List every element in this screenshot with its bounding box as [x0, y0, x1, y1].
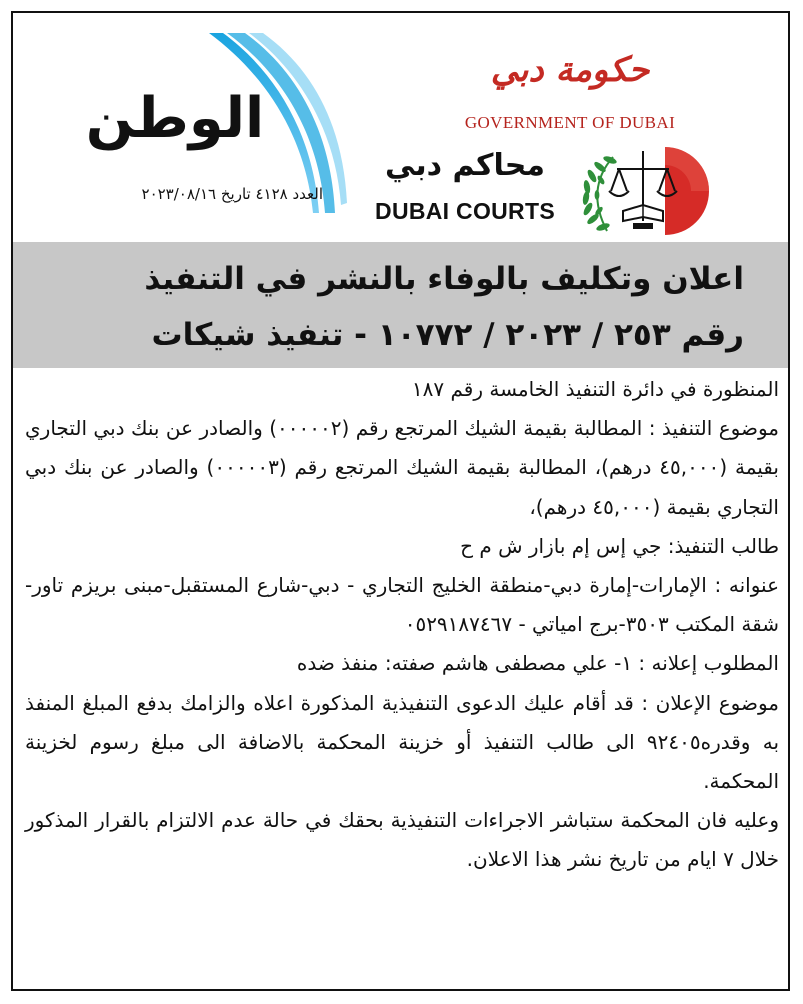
notice-frame	[11, 11, 790, 991]
newspaper-name: الوطن	[85, 86, 265, 151]
notice-body	[25, 370, 779, 880]
requester-address: عنوانه : الإمارات-إمارة دبي-منطقة الخليج التجاري - دبي-شارع المستقبل-مبنى بريزم تاور-شقة المكتب ٣٥٠٣-برج امياتي - ٠٥٢٩١٨٧٤٦٧	[25, 573, 779, 637]
party-to-notify: المطلوب إعلانه : ١- علي مصطفى هاشم صفته: منفذ ضده	[296, 651, 779, 676]
government-logo-arabic: حكومة دبي	[490, 50, 650, 90]
notice-consequence: وعليه فان المحكمة ستباشر الاجراءات التنفيذية بحقك في حالة عدم الالتزام بالقرار المذكور خلال ٧ ايام من تاريخ نشر هذا الاعلان.	[25, 808, 779, 872]
notice-subject: موضوع الإعلان : قد أقام عليك الدعوى التنفيذية المذكورة اعلاه والزامك بدفع المبلغ المنفذ به وقدره٩٢٤٠٥ الى طالب التنفيذ أو خزينة المحكمة بالاضافة الى مبلغ رسوم لخزينة المحكمة.	[25, 690, 780, 794]
courts-name-arabic: محاكم دبي	[385, 148, 545, 183]
notice-title-band	[13, 242, 788, 368]
execution-requester: طالب التنفيذ: جي إس إم بازار ش م ح	[460, 533, 779, 558]
case-number: رقم ٢٥٣ / ٢٠٢٣ / ١٠٧٧٢ - تنفيذ شيكات	[151, 317, 744, 353]
government-logo-english: GOVERNMENT OF DUBAI	[464, 113, 676, 132]
notice-title: اعلان وتكليف بالوفاء بالنشر في التنفيذ	[144, 261, 744, 297]
issue-date: العدد ٤١٢٨ تاريخ ٢٠٢٣/٠٨/١٦	[141, 185, 323, 203]
execution-circuit: المنظورة في دائرة التنفيذ الخامسة رقم ١٨٧	[411, 377, 779, 401]
execution-subject: موضوع التنفيذ : المطالبة بقيمة الشيك المرتجع رقم (٠٠٠٠٠٢) والصادر عن بنك دبي التجاري بقيمة (٤٥,٠٠٠ درهم)، المطالبة بقيمة الشيك المرتجع رقم (٠٠٠٠٠٣) والصادر عن بنك دبي التجاري بقيمة (٤٥,٠٠٠ درهم)،	[25, 416, 779, 519]
dubai-courts-emblem-icon	[573, 139, 745, 239]
courts-name-english: DUBAI COURTS	[375, 198, 555, 224]
